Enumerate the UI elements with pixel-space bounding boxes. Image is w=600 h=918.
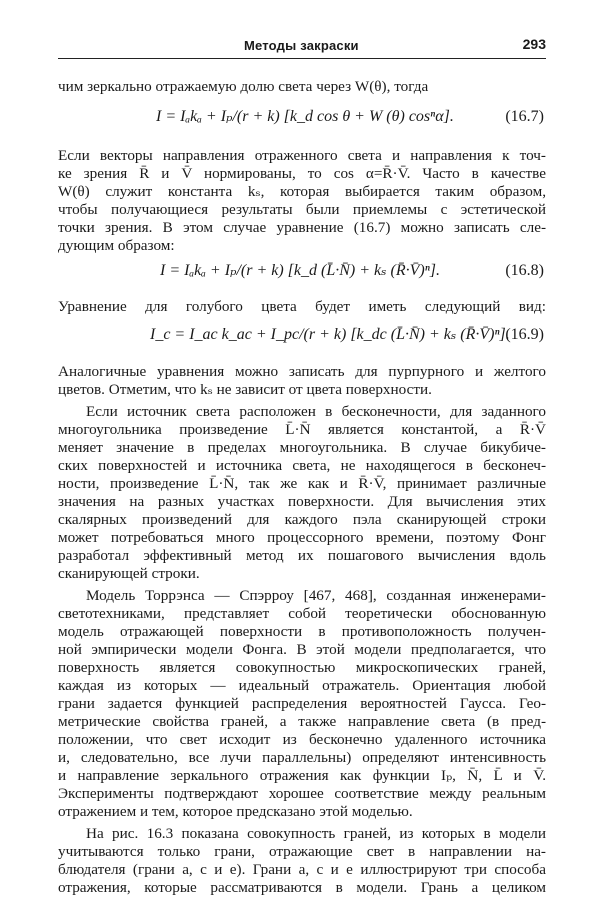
text-line: светотехниками, представляет собой теоретически обоснованную (58, 605, 546, 622)
text-line: цветов. Отметим, что kₛ не зависит от цвета поверхности. (58, 381, 432, 398)
text-line: каждая из которых — идеальный отражатель. Ориентация любой (58, 677, 546, 694)
page-header (58, 36, 546, 59)
text-line: и направление зеркального отражения как функции Iₚ, N̄, L̄ и V̄. (58, 767, 546, 784)
text-line: и, следовательно, все лучи параллельны) определяют интенсивность (58, 749, 546, 766)
equation-formula: I = Iₐkₐ + Iₚ/(r + k) [k_d cos θ + W (θ) cosⁿα]. (156, 108, 454, 125)
text-line: ной эмпирически модели Фонга. В этой модели предполагается, что (58, 641, 546, 658)
text-line: отражения, которые рассматриваются в модели. Грань a целиком (58, 879, 546, 896)
text-line: модель отражающей поверхности в противоположность получен- (58, 623, 546, 640)
text-line: метрические свойства граней, а также направление света (в пред- (58, 713, 546, 730)
text-line: учитываются только грани, отражающие свет в направлении на- (58, 843, 546, 860)
text-line: ке зрения R̄ и V̄ нормированы, то cos α=R̄·V̄. Часто в качестве (58, 165, 546, 182)
text-line: сканирующей строки. (58, 565, 200, 582)
text-line: чтобы получающиеся результаты были приемлемы с эстетической (58, 201, 546, 218)
text-line: значения на разных участках поверхности. Для вычисления этих (58, 493, 546, 510)
text-line: W(θ) служит константа kₛ, которая выбирается таким образом, (58, 183, 546, 200)
text-line: грани задается функцией распределения вероятностей Гаусса. Гео- (58, 695, 546, 712)
text-line: На рис. 16.3 показана совокупность граней, из которых в модели (86, 825, 546, 842)
text-line: поверхность является совокупностью микроскопических граней, (58, 659, 546, 676)
text-line: Если векторы направления отраженного света и направления к точ- (58, 147, 546, 164)
equation-number: (16.9) (505, 326, 544, 343)
text-line: Уравнение для голубого цвета будет иметь следующий вид: (58, 298, 546, 315)
text-line: Эксперименты подтверждают хорошее соответствие между реальным (58, 785, 546, 802)
equation-16-8 (58, 254, 546, 290)
equation-number: (16.7) (505, 108, 544, 125)
text-line: Модель Торрэнса — Спэрроу [467, 468], созданная инженерами- (86, 587, 546, 604)
text-line: чим зеркально отражаемую долю света через W(θ), тогда (58, 78, 429, 95)
equation-number: (16.8) (505, 262, 544, 279)
text-line: скалярных произведений для каждого пэла сканирующей строки (58, 511, 546, 528)
equation-16-9 (58, 318, 546, 354)
equation-16-7 (58, 100, 546, 136)
text-line: блюдателя (грани a, c и e). Грани a, c и e иллюстрируют три способа (58, 861, 546, 878)
text-line: точки зрения. В этом случае уравнение (16.7) можно записать сле- (58, 219, 546, 236)
equation-formula: I_c = I_ac k_ac + I_pc/(r + k) [k_dc (L̄·N̄) + kₛ (R̄·V̄)ⁿ]. (150, 326, 510, 343)
text-line: Если источник света расположен в бесконечности, для заданного (86, 403, 546, 420)
text-line: может потребоваться много процессорного времени, поэтому Фонг (58, 529, 546, 546)
text-line: положении, что свет исходит из бесконечно удаленного источника (58, 731, 546, 748)
text-line: дующим образом: (58, 237, 175, 254)
text-line: меняет значение в пределах многоугольника. В случае бикубиче- (58, 439, 546, 456)
text-line: ности, произведение L̄·N̄, так же как и R̄·V̄, принимает различные (58, 475, 546, 492)
text-line: разработал эффективный метод их пошагового вычисления вдоль (58, 547, 546, 564)
text-line: многоугольника произведение L̄·N̄ является константой, а R̄·V̄ (58, 421, 546, 438)
text-line: отражением и тем, которое предсказано этой моделью. (58, 803, 413, 820)
page-number: 293 (522, 36, 546, 52)
running-title: Методы закраски (244, 38, 359, 53)
equation-formula: I = Iₐkₐ + Iₚ/(r + k) [k_d (L̄·N̄) + kₛ (R̄·V̄)ⁿ]. (160, 262, 440, 279)
text-line: Аналогичные уравнения можно записать для пурпурного и желтого (58, 363, 546, 380)
text-line: ских поверхностей и источника света, не находящегося в бесконеч- (58, 457, 546, 474)
